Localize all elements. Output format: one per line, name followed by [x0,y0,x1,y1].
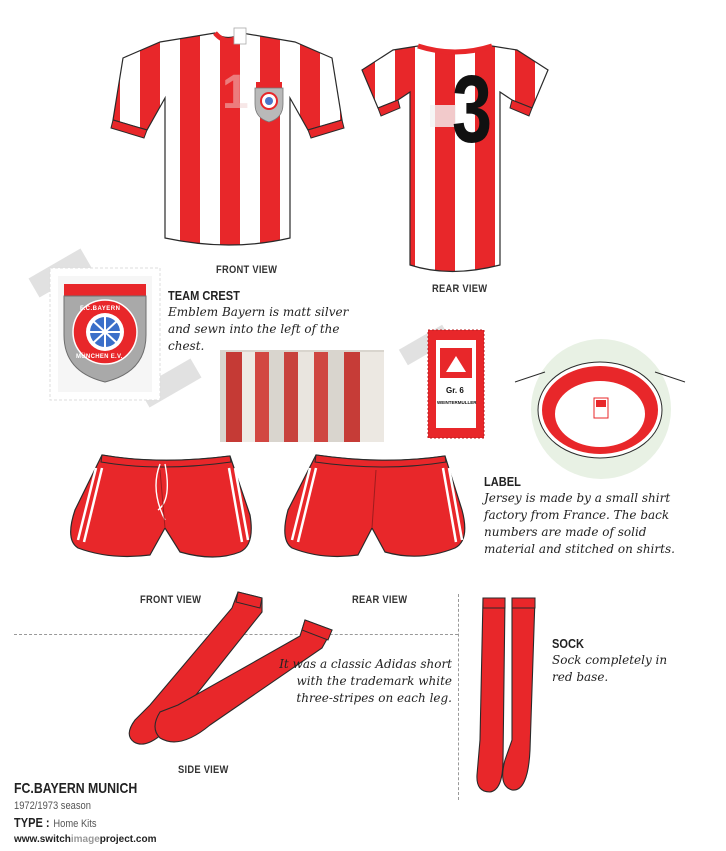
site-link[interactable] [14,834,156,845]
jersey-front-caption: FRONT VIEW [216,264,278,276]
site-suffix: project.com [99,834,157,845]
label-tag-maker: WEINTERMULLER [437,400,477,405]
site-mid: image [70,834,100,845]
jersey-rear-caption: REAR VIEW [432,283,488,295]
team-name: FC.BAYERN MUNICH [14,780,138,797]
season-text: 1972/1973 season [14,800,91,812]
svg-text:1: 1 [222,66,249,119]
jersey-back-number: 3 [452,56,493,163]
team-crest-heading: TEAM CREST [168,288,240,303]
site-prefix: www.switch [14,834,71,845]
sock-heading: SOCK [552,636,584,651]
socks-side-caption: SIDE VIEW [178,764,229,776]
team-crest-note: Emblem Bayern is matt silver and sewn into the left of the chest. [168,305,349,353]
shorts-rear-caption: REAR VIEW [352,594,408,606]
shorts-adidas-note: It was a classic Adidas short with the trademark white three-stripes on each leg. [279,657,452,705]
label-heading: LABEL [484,474,521,489]
type-row [14,814,97,832]
sock-note: Sock completely in red base. [552,653,668,684]
type-label: TYPE : [14,815,50,830]
shorts-front-caption: FRONT VIEW [140,594,202,606]
type-value: Home Kits [53,818,97,830]
crest-badge-bottom-text: MÜNCHEN E.V. [76,354,123,360]
crest-badge-top-text: F.C.BAYERN [80,306,121,312]
label-tag-size: Gr. 6 [446,386,464,395]
label-note: Jersey is made by a small shirt factory from France. The back numbers are made of solid material and stitched on shirts. [484,491,675,556]
